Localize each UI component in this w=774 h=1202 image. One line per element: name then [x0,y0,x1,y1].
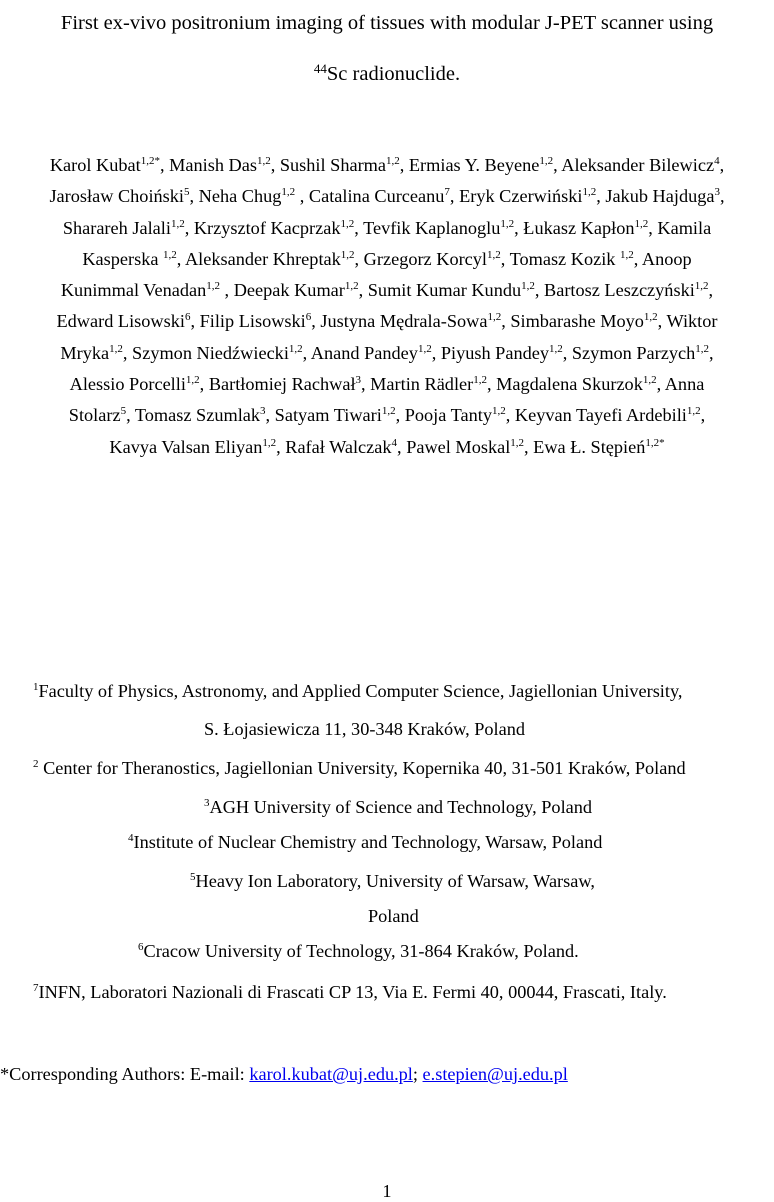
author-affiliation-marker: 1,2* [140,155,160,167]
author-affiliation-marker: 1,2 [340,217,355,230]
affiliation-text: AGH University of Science and Technology, Poland [209,797,593,817]
author-separator: , [219,280,234,301]
author-name: Anand Pandey [310,342,418,363]
title-line-2 [0,46,774,97]
affiliation-text: Cracow University of Technology, 31-864 Kraków, Poland. [143,941,579,961]
author-name: Stolarz [68,405,121,426]
author-affiliation-marker: 1,2 [491,405,506,418]
author-affiliation-marker: 1,2* [645,436,665,449]
author-name: Tomasz Szumlak [134,405,261,426]
author-name: Tomasz Kozik [509,248,620,269]
author-name: Simbarashe Moyo [510,311,644,332]
author-separator: , [633,248,642,269]
author-separator: , [311,311,321,332]
author-separator: , [657,311,667,332]
author-name: Pawel Moskal [406,436,511,457]
author-affiliation-marker: 1,2 [206,280,220,293]
author-affiliation-marker: 1,2 [500,217,515,230]
author-separator: , [656,374,665,395]
author-name: Martin Rädler [370,374,474,395]
author-affiliation-marker: 1,2 [170,217,185,230]
author-separator: , [265,405,275,426]
author-name: Alessio Porcelli [69,374,186,395]
author-list [0,150,774,463]
author-line [0,432,774,463]
author-affiliation-marker: 1,2 [417,342,432,355]
author-separator: , [719,186,725,207]
author-name: Sushil Sharma [279,155,386,175]
affiliation-line [128,831,602,853]
author-separator: , [449,186,460,207]
affiliation-line [33,981,667,1003]
author-name: Grzegorz Korcyl [363,248,488,269]
author-separator: , [486,374,497,395]
author-separator: , [397,436,407,457]
author-affiliation-marker: 7 [444,186,450,199]
author-name: Aleksander Bilewicz [561,155,715,175]
affiliation-text: Heavy Ion Laboratory, University of Warsaw, Warsaw, [195,871,595,891]
affiliation-number: 6 [138,941,144,953]
author-name: Justyna Mędrala-Sowa [320,311,488,332]
author-name: Satyam Tiwari [274,405,382,426]
author-name: Jakub Hajduga [605,186,715,207]
author-separator: , [562,342,572,363]
author-affiliation-marker: 1,2 [109,342,123,355]
author-separator: , [399,155,409,175]
title-line-2-text: Sc radionuclide. [326,63,461,85]
author-separator: , [553,155,562,175]
author-affiliation-marker: 5 [120,405,127,418]
author-separator: , [189,186,199,207]
author-affiliation-marker: 6 [305,311,312,324]
affiliation-number: 3 [204,797,210,809]
author-line [0,244,774,275]
author-name: Jarosław Choiński [49,186,185,207]
author-name: Anoop [641,248,692,269]
paper-title [0,0,774,97]
author-affiliation-marker: 1,2 [642,374,657,387]
title-line-1: First ex-vivo positronium imaging of tissues with modular J-PET scanner using [60,12,714,34]
author-separator: , [719,155,725,175]
author-affiliation-marker: 4 [714,155,720,167]
author-separator: , [176,248,185,269]
author-affiliation-marker: 6 [184,311,191,324]
author-name: Piyush Pandey [440,342,549,363]
author-name: Kasperska [82,248,164,269]
author-name: Mryka [60,342,110,363]
author-line [0,213,774,244]
author-name: Pooja Tanty [404,405,492,426]
author-name: Łukasz Kapłon [523,217,635,238]
email-separator: ; [412,1064,423,1084]
author-name: Deepak Kumar [233,280,345,301]
author-affiliation-marker: 1,2 [510,436,525,449]
author-separator: , [295,186,309,207]
author-separator: , [302,342,311,363]
author-name: Krzysztof Kacprzak [193,217,341,238]
author-line [0,369,774,400]
author-name: Kavya Valsan Eliyan [109,436,263,457]
author-name: Sumit Kumar Kundu [367,280,522,301]
affiliation-number: 4 [128,832,134,844]
author-name: Kunimmal Venadan [60,280,207,301]
author-name: Ermias Y. Beyene [408,155,540,175]
author-separator: , [122,342,133,363]
author-separator: , [395,405,405,426]
author-affiliation-marker: 5 [184,186,190,199]
author-affiliation-marker: 1,2 [686,405,701,418]
affiliation-number: 1 [33,681,39,693]
affiliation-line [204,718,525,740]
author-affiliation-marker: 1,2 [281,186,296,199]
author-separator: , [354,248,364,269]
author-name: Rafał Walczak [285,436,392,457]
author-line [0,306,774,337]
author-separator: , [709,342,714,363]
author-affiliation-marker: 1,2 [695,342,710,355]
author-separator: , [500,248,510,269]
author-affiliation-marker: 1,2 [487,248,501,261]
author-name: Szymon Niedźwiecki [132,342,289,363]
author-name: Sharareh Jalali [62,217,171,238]
author-line [0,181,774,212]
page-number: 1 [382,1181,392,1201]
affiliation-line [33,757,686,779]
affiliation-number: 7 [33,982,39,994]
author-name: Manish Das [169,155,257,175]
affiliation-text: Center for Theranostics, Jagiellonian University, Kopernika 40, 31-501 Kraków, Poland [38,758,686,778]
author-name: Szymon Parzych [571,342,696,363]
author-separator: , [501,311,511,332]
author-line [0,150,774,181]
author-separator: , [431,342,441,363]
author-separator: , [159,155,170,175]
author-name: Keyvan Tayefi Ardebili [514,405,687,426]
author-affiliation-marker: 1,2 [185,374,200,387]
author-name: Eryk Czerwiński [459,186,583,207]
author-affiliation-marker: 1,2 [381,405,396,418]
author-affiliation-marker: 1,2 [549,342,563,355]
author-affiliation-marker: 1,2 [521,280,535,293]
author-affiliation-marker: 1,2 [256,155,271,167]
author-line [0,338,774,369]
title-isotope-mass-number: 44 [313,61,327,76]
author-separator: , [700,405,706,426]
affiliation-text: INFN, Laboratori Nazionali di Frascati CP 13, Via E. Fermi 40, 00044, Frascati, Italy. [38,982,667,1002]
author-name: Karol Kubat [49,155,141,175]
author-separator: , [126,405,135,426]
author-affiliation-marker: 1,2 [344,280,359,293]
author-affiliation-marker: 4 [391,436,398,449]
author-separator: , [596,186,606,207]
author-separator: , [184,217,194,238]
author-separator: , [199,374,209,395]
author-affiliation-marker: 1,2 [340,248,355,261]
author-name: Wiktor [666,311,718,332]
author-separator: , [648,217,658,238]
author-separator: , [276,436,286,457]
email-link-kubat[interactable]: karol.kubat@uj.edu.pl [249,1064,413,1084]
author-separator: , [524,436,534,457]
author-affiliation-marker: 1,2 [694,280,709,293]
author-line [0,275,774,306]
affiliation-text: Institute of Nuclear Chemistry and Technology, Warsaw, Poland [133,832,603,852]
email-link-stepien[interactable]: e.stepien@uj.edu.pl [422,1064,568,1084]
author-affiliation-marker: 1,2 [163,248,177,261]
affiliation-text: Faculty of Physics, Astronomy, and Applied Computer Science, Jagiellonian University, [38,681,683,701]
author-name: Kamila [657,217,712,238]
author-affiliation-marker: 1,2 [473,374,487,387]
author-affiliation-marker: 1,2 [539,155,554,167]
corresponding-authors [0,1063,568,1085]
author-name: Tevfik Kaplanoglu [363,217,501,238]
author-affiliation-marker: 1,2 [288,342,303,355]
author-affiliation-marker: 1,2 [582,186,597,199]
affiliation-line [33,680,682,702]
author-name: Filip Lisowski [199,311,306,332]
author-name: Neha Chug [198,186,282,207]
author-separator: , [354,217,364,238]
affiliation-line [190,870,595,892]
author-name: Edward Lisowski [56,311,185,332]
author-affiliation-marker: 3 [714,186,720,199]
author-affiliation-marker: 1,2 [386,155,400,167]
author-name: Aleksander Khreptak [184,248,341,269]
author-separator: , [534,280,545,301]
author-separator: , [358,280,368,301]
affiliation-line [138,940,579,962]
author-separator: , [361,374,371,395]
author-separator: , [270,155,280,175]
affiliation-line [204,796,592,818]
author-name: Bartosz Leszczyński [544,280,695,301]
author-affiliation-marker: 3 [260,405,266,418]
affiliation-number: 2 [33,758,39,770]
author-separator: , [190,311,200,332]
corresponding-prefix: *Corresponding Authors: E-mail: [0,1064,250,1084]
affiliation-text: S. Łojasiewicza 11, 30-348 Kraków, Poland [204,719,526,739]
author-name: Catalina Curceanu [308,186,445,207]
affiliation-number: 5 [190,871,196,883]
author-separator: , [514,217,524,238]
author-separator: , [505,405,515,426]
author-name: Bartłomiej Rachwał [208,374,356,395]
author-affiliation-marker: 1,2 [262,436,277,449]
author-affiliation-marker: 1,2 [634,217,649,230]
author-affiliation-marker: 1,2 [643,311,658,324]
author-affiliation-marker: 3 [355,374,362,387]
author-name: Ewa Ł. Stępień [533,436,646,457]
author-name: Anna [664,374,705,395]
affiliation-line [368,905,419,927]
author-separator: , [708,280,714,301]
author-name: Magdalena Skurzok [496,374,643,395]
author-affiliation-marker: 1,2 [620,248,634,261]
affiliation-text: Poland [368,906,419,926]
author-line [0,400,774,431]
author-affiliation-marker: 1,2 [487,311,502,324]
